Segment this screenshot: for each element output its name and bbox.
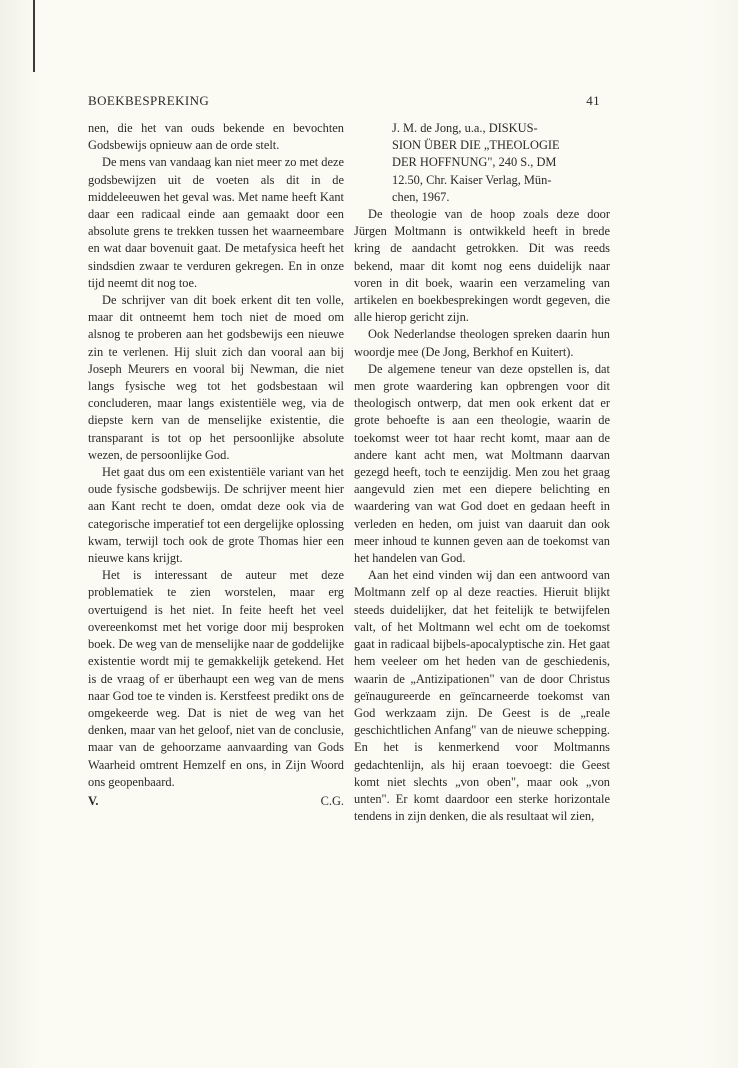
signature-initial-right: C.G.: [320, 793, 344, 808]
reference-line: SION ÜBER DIE „THEOLOGIE: [392, 138, 560, 153]
paragraph: Aan het eind vinden wij dan een antwoord van Moltmann zelf op al deze reacties. Hieruit blijkt steeds duidelijker, dat het feitelijk te betwijfelen valt, of het Moltmann wel echt om de toekomst gaat in radicaal bijbels-apocalyptische zin. Het gaat hem veeleer om het heden van de geschiedenis, waarin de „Antizipationen" van de door Christus geïnaugureerde en geïncarneerde toekomst van God werkzaam zijn. De Geest is de „reale geschichtlichen Anfang" van de nieuwe schepping. En het is kenmerkend voor Moltmanns gedachtenlijn, als hij eraan toevoegt: die Geest komt niet slechts „von oben", maar ook „von unten". Er komt daardoor een sterke horizontale tendens in zijn denken, die als resultaat wil zien,: [354, 568, 610, 824]
running-title: BOEKBESPREKING: [88, 93, 210, 108]
paragraph: De mens van vandaag kan niet meer zo met deze godsbewijzen uit de voeten als dit in de middeleeuwen het geval was. Met name heeft Kant daar een radicaal einde aan gemaakt door een absolute grens te trekken tussen het waarneembare en wat daar bovenuit gaat. De metafysica heeft het sindsdien zwaar te verduren gekregen. En in onze tijd neemt dit nog toe.: [88, 155, 344, 290]
signature-initial-left: V.: [88, 793, 99, 808]
paragraph: De theologie van de hoop zoals deze door Jürgen Moltmann is ontwikkeld heeft in brede kring de aandacht getrokken. Dit was reeds bekend, maar dit komt nog eens duidelijk naar voren in dit boek, waarin een verzameling van artikelen en boekbesprekingen wordt gegeven, die alle hierop gericht zijn.: [354, 207, 610, 325]
running-header: [88, 93, 600, 109]
page-number: 41: [586, 93, 600, 108]
scan-margin-line: [33, 0, 35, 72]
paragraph: De algemene teneur van deze opstellen is, dat men grote waardering kan opbrengen voor dit theologisch ontwerp, dat men ook erkent dat er grote behoefte is aan een theologie, waarin de toekomst weer tot haar recht komt, maar aan de andere kant acht men, wat Moltmann daarvan gezegd heeft, toch te eenzijdig. Men zou het graag aangevuld zien met een diepere belichting en waardering van wat God doet en gedaan heeft in verleden en heden, om juist van daaruit dan ook meer inhoud te kunnen geven aan de toekomst van het handelen van God.: [354, 361, 610, 566]
left-column: [88, 120, 344, 810]
paragraph: nen, die het van ouds bekende en bevochten Godsbewijs opnieuw aan de orde stelt.: [88, 121, 344, 153]
paragraph: Ook Nederlandse theologen spreken daarin hun woordje mee (De Jong, Berkhof en Kuitert).: [354, 327, 610, 359]
paragraph: Het is interessant de auteur met deze problematiek te zien worstelen, maar erg overtuigend is het niet. In feite heeft het veel overeenkomst met het vorige door mij besproken boek. De weg van de menselijke naar de goddelijke existentie wordt mij te gemakkelijk getekend. Het is de vraag of er überhaupt een weg van de mens naar God toe te vinden is. Kerstfeest predikt ons de omgekeerde weg. Dat is niet de weg van het denken, maar van het geloof, niet van de conclusie, maar van de gehoorzame aanvaarding van Gods Waarheid omtrent Hemzelf en ons, in Zijn Woord ons geopenbaard.: [88, 568, 344, 789]
reference-line: DER HOFFNUNG", 240 S., DM: [392, 155, 557, 170]
paragraph: Het gaat dus om een existentiële variant van het oude fysische godsbewijs. De schrijver meent hier aan Kant recht te doen, omdat deze ook via de categorische imperatief tot een dergelijke oplossing kwam, terwijl toch ook de grote Thomas hier een nieuwe kans krijgt.: [88, 465, 344, 566]
paragraph: De schrijver van dit boek erkent dit ten volle, maar dit ontneemt hem toch niet de moed om alsnog te proberen aan het godsbewijs een nieuwe zin te verlenen. Hij sluit zich dan vooral aan bij Joseph Meurers en vooral bij Newman, die niet langs fysische weg tot het godsbestaan wil concluderen, maar langs existentiële weg, via de diepste kern van de menselijke existentie, die transparant is tot op het persoonlijke absolute wezen, de persoonlijke God.: [88, 293, 344, 462]
right-column: [354, 120, 610, 825]
reference-line: chen, 1967.: [392, 189, 450, 204]
reference-line: J. M. de Jong, u.a., DISKUS-: [392, 121, 538, 135]
book-reference: [392, 120, 610, 206]
review-signature: [88, 793, 344, 810]
reference-line: 12.50, Chr. Kaiser Verlag, Mün-: [392, 172, 552, 187]
